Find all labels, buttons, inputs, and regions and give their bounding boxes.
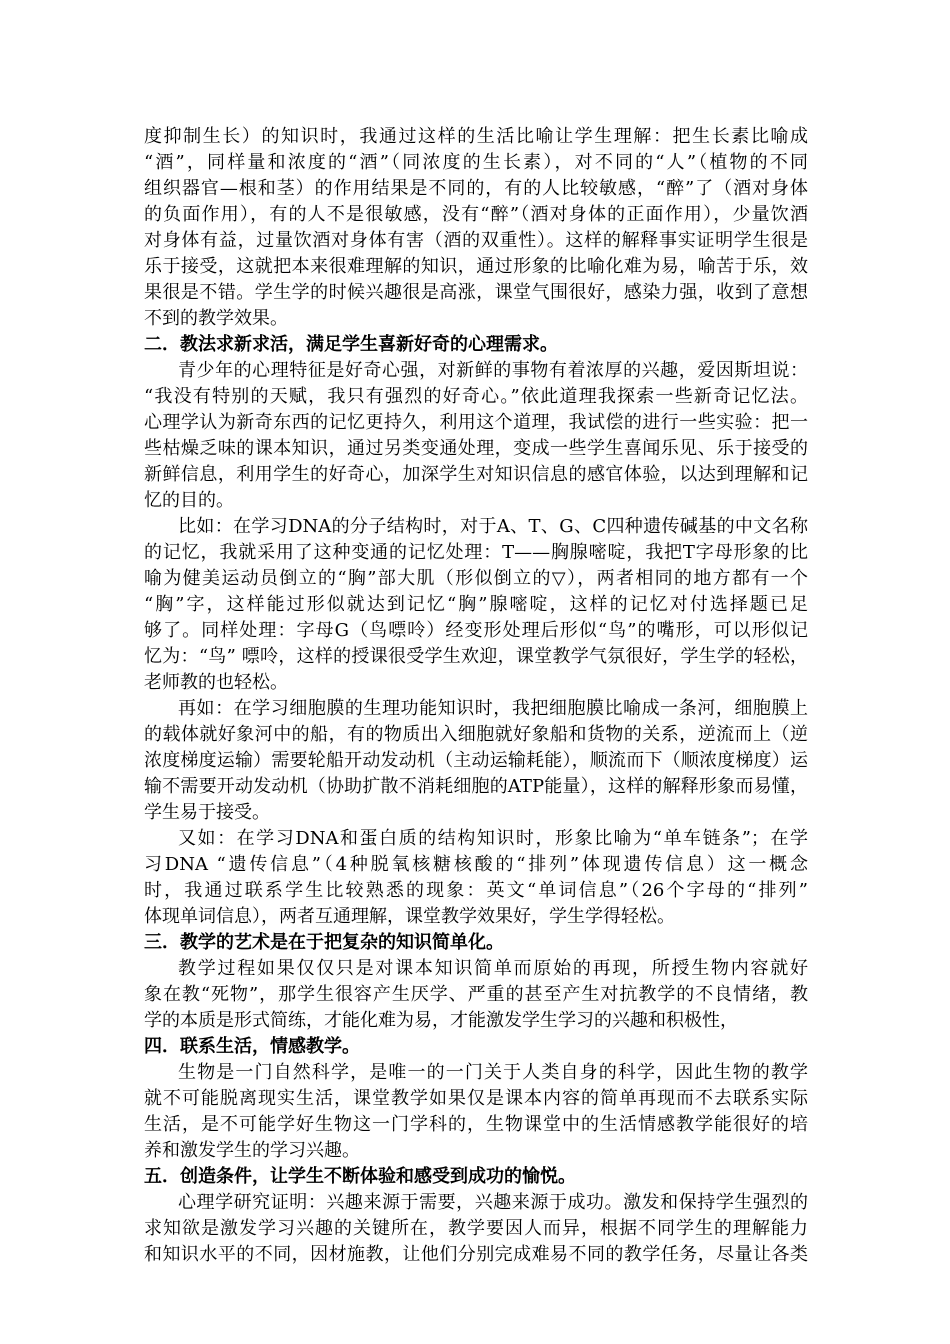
text-line: 果很是不错。学生学的时候兴趣很是高涨，课堂气围很好，感染力强，收到了意想 xyxy=(144,282,808,303)
text-line: 心理学研究证明：兴趣来源于需要，兴趣来源于成功。激发和保持学生强烈的 xyxy=(178,1192,808,1213)
text-line: 再如：在学习细胞膜的生理功能知识时，我把细胞膜比喻成一条河，细胞膜上 xyxy=(178,698,808,719)
text-line: 对身体有益，过量饮酒对身体有害（酒的双重性）。这样的解释事实证明学生很是 xyxy=(144,230,808,251)
text-line: 些枯燥乏味的课本知识，通过另类变通处理，变成一些学生喜闻乐见、乐于接受的 xyxy=(144,438,808,459)
text-line: 的载体就好象河中的船，有的物质出入细胞就好象船和货物的关系，逆流而上（逆 xyxy=(144,724,808,745)
text-line: 喻为健美运动员倒立的“胸”部大肌（形似倒立的▽），两者相同的地方都有一个 xyxy=(144,568,808,589)
text-line: 学的本质是形式简练，才能化难为易，才能激发学生学习的兴趣和积极性， xyxy=(144,1010,738,1031)
section-heading: 二．教法求新求活，满足学生喜新好奇的心理需求。 xyxy=(144,334,558,355)
text-line: 求知欲是激发学习兴趣的关键所在，教学要因人而异，根据不同学生的理解能力 xyxy=(144,1218,808,1239)
text-line: 又如：在学习DNA和蛋白质的结构知识时，形象比喻为“单车链条”；在学 xyxy=(178,828,808,849)
text-line: 学生易于接受。 xyxy=(144,802,270,823)
text-line: 象在教“死物”，那学生很容产生厌学、严重的甚至产生对抗教学的不良情绪，教 xyxy=(144,984,808,1005)
text-line: 习DNA “遗传信息”（4种脱氧核糖核酸的“排列”体现遗传信息）这一概念 xyxy=(144,854,808,875)
text-line: 浓度梯度运输）需要轮船开动发动机（主动运输耗能），顺流而下（顺浓度梯度）运 xyxy=(144,750,808,771)
text-line: 不到的教学效果。 xyxy=(144,308,288,329)
text-line: 组织器官—根和茎）的作用结果是不同的，有的人比较敏感，“醉”了（酒对身体 xyxy=(144,178,808,199)
section-heading: 四．联系生活，情感教学。 xyxy=(144,1036,360,1057)
text-line: “胸”字，这样能过形似就达到记忆“胸”腺嘧啶，这样的记忆对付选择题已足 xyxy=(144,594,808,615)
text-line: 时，我通过联系学生比较熟悉的现象：英文“单词信息”（26个字母的“排列” xyxy=(144,880,808,901)
text-line: 和知识水平的不同，因材施教，让他们分别完成难易不同的教学任务，尽量让各类 xyxy=(144,1244,808,1265)
text-line: 心理学认为新奇东西的记忆更持久，利用这个道理，我试偿的进行一些实验：把一 xyxy=(144,412,808,433)
text-line: “我没有特别的天赋，我只有强烈的好奇心。”依此道理我探索一些新奇记忆法。 xyxy=(144,386,808,407)
text-line: 就不可能脱离现实生活，课堂教学如果仅是课本内容的简单再现而不去联系实际 xyxy=(144,1088,808,1109)
text-line: 够了。同样处理：字母G（鸟嘌呤）经变形处理后形似“鸟”的嘴形，可以形似记 xyxy=(144,620,808,641)
text-line: 度抑制生长）的知识时，我通过这样的生活比喻让学生理解：把生长素比喻成 xyxy=(144,126,808,147)
text-line: 青少年的心理特征是好奇心强，对新鲜的事物有着浓厚的兴趣，爱因斯坦说： xyxy=(178,360,808,381)
text-line: 忆为：“鸟” 嘌呤，这样的授课很受学生欢迎，课堂教学气氛很好，学生学的轻松， xyxy=(144,646,808,667)
text-line: 体现单词信息），两者互通理解，课堂教学效果好，学生学得轻松。 xyxy=(144,906,675,927)
text-line: 生物是一门自然科学，是唯一的一门关于人类自身的科学，因此生物的教学 xyxy=(178,1062,808,1083)
text-line: 养和激发学生的学习兴趣。 xyxy=(144,1140,360,1161)
text-line: 的记忆，我就采用了这种变通的记忆处理：T——胸腺嘧啶，我把T字母形象的比 xyxy=(144,542,808,563)
text-line: 乐于接受，这就把本来很难理解的知识，通过形象的比喻化难为易，喻苦于乐，效 xyxy=(144,256,808,277)
section-heading: 三．教学的艺术是在于把复杂的知识简单化。 xyxy=(144,932,504,953)
text-line: 生活，是不可能学好生物这一门学科的，生物课堂中的生活情感教学能很好的培 xyxy=(144,1114,808,1135)
text-line: 新鲜信息，利用学生的好奇心，加深学生对知识信息的感官体验，以达到理解和记 xyxy=(144,464,808,485)
text-line: 忆的目的。 xyxy=(144,490,234,511)
text-line: 教学过程如果仅仅只是对课本知识简单而原始的再现，所授生物内容就好 xyxy=(178,958,808,979)
text-line: “酒”，同样量和浓度的“酒”（同浓度的生长素），对不同的“人”（植物的不同 xyxy=(144,152,808,173)
section-heading: 五．创造条件，让学生不断体验和感受到成功的愉悦。 xyxy=(144,1166,576,1187)
text-line: 的负面作用），有的人不是很敏感，没有“醉”（酒对身体的正面作用），少量饮酒 xyxy=(144,204,808,225)
text-line: 老师教的也轻松。 xyxy=(144,672,288,693)
text-line: 比如：在学习DNA的分子结构时，对于A、T、G、C四种遗传碱基的中文名称 xyxy=(178,516,808,537)
text-line: 输不需要开动发动机（协助扩散不消耗细胞的ATP能量），这样的解释形象而易懂， xyxy=(144,776,808,797)
